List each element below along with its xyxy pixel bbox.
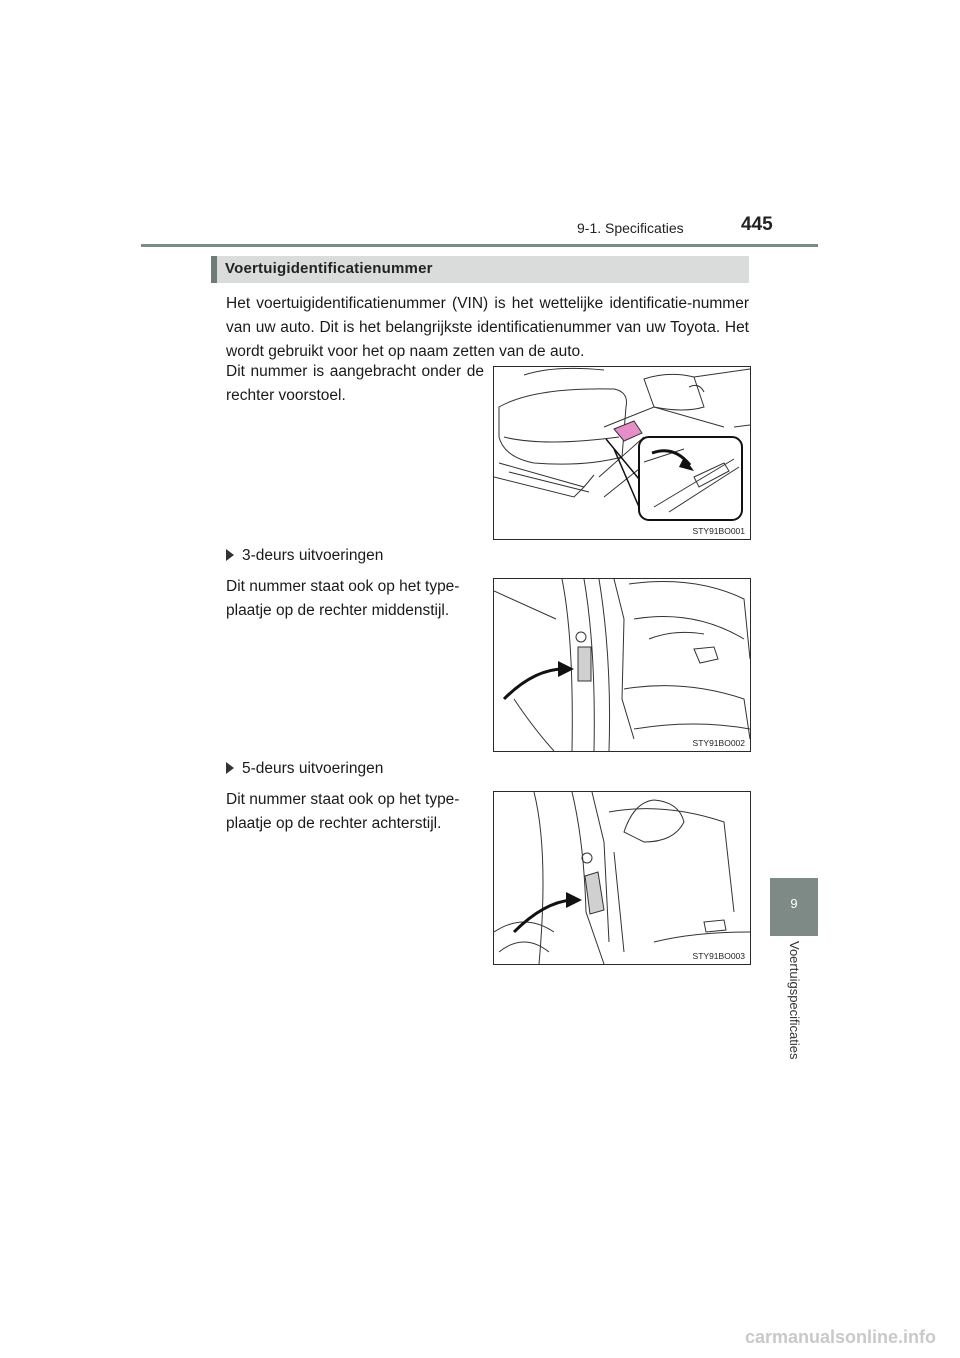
variant-label: 3-deurs uitvoeringen — [242, 547, 384, 564]
page-number: 445 — [741, 214, 773, 235]
figure-code: STY91BO003 — [692, 951, 745, 961]
watermark: carmanualsonline.info — [744, 1327, 936, 1347]
variant-3-door — [226, 544, 383, 568]
header-rule — [141, 244, 818, 247]
section-label: 9-1. Specificaties — [577, 220, 684, 236]
vin-plate-center — [578, 647, 591, 681]
figure-code: STY91BO001 — [692, 526, 745, 536]
figure-code: STY91BO002 — [692, 738, 745, 748]
figure-center-pillar — [493, 578, 751, 752]
detail-callout-box — [639, 437, 742, 520]
note-rear-pillar: Dit nummer staat ook op het type-plaatje op de rechter achterstijl. — [226, 791, 460, 832]
vin-plate-rear — [585, 872, 604, 914]
center-pillar-illustration — [494, 579, 750, 751]
chapter-label: Voertuigspecificaties — [787, 941, 802, 1060]
variant-label: 5-deurs uitvoeringen — [242, 760, 384, 777]
highlight-marker — [614, 421, 642, 441]
section-heading-bar — [211, 256, 749, 283]
variant-5-door — [226, 757, 383, 781]
seat-illustration — [494, 367, 750, 539]
intro-paragraph: Het voertuigidentificatienummer (VIN) is het wettelijke identificatie-nummer van uw auto. Dit is het belangrijkste identificatienummer van uw Toyota. Het wordt gebruikt voor het op naam zetten van de auto. — [226, 295, 749, 360]
figure-front-seat — [493, 366, 751, 540]
figure-rear-pillar — [493, 791, 751, 965]
heading-accent — [211, 256, 217, 283]
note-front-seat: Dit nummer is aangebracht onder de rechter voorstoel. — [226, 363, 484, 404]
chapter-number: 9 — [790, 896, 798, 911]
chapter-tab — [770, 878, 818, 936]
note-center-pillar: Dit nummer staat ook op het type-plaatje op de rechter middenstijl. — [226, 578, 460, 619]
bullet-triangle-icon — [226, 549, 234, 561]
bullet-triangle-icon — [226, 762, 234, 774]
arrow-head — [566, 892, 582, 908]
chapter-side-label — [773, 941, 813, 1081]
section-heading: Voertuigidentificatienummer — [225, 260, 433, 277]
rear-pillar-illustration — [494, 792, 750, 964]
